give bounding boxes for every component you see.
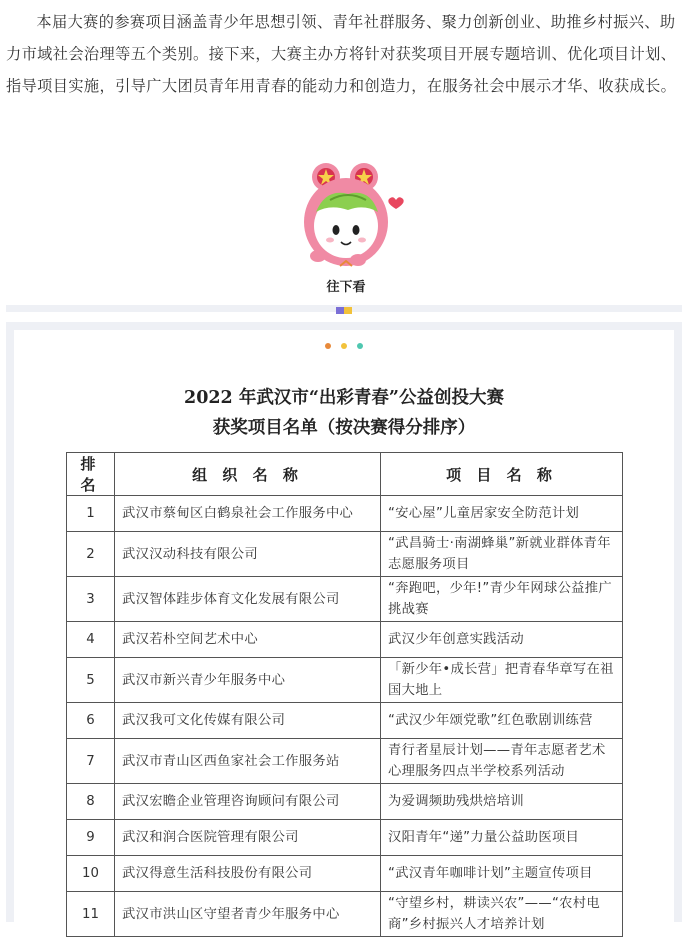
row-org: 武汉若朴空间艺术中心 xyxy=(115,622,381,658)
table-row xyxy=(67,703,623,739)
row-rank: 1 xyxy=(67,496,115,532)
row-project: “奔跑吧，少年!”青少年网球公益推广挑战赛 xyxy=(381,577,623,622)
row-project: “安心屋”儿童居家安全防范计划 xyxy=(381,496,623,532)
row-rank: 4 xyxy=(67,622,115,658)
table-row xyxy=(67,856,623,892)
header-rank: 排名 xyxy=(67,453,115,496)
row-project: “武昌骑士·南湖蜂巢”新就业群体青年志愿服务项目 xyxy=(381,532,623,577)
intro-paragraph: 本届大赛的参赛项目涵盖青少年思想引领、青年社群服务、聚力创新创业、助推乡村振兴、助力市域社会治理等五个类别。接下来，大赛主办方将针对获奖项目开展专题培训、优化项目计划、指导项目实施，引导广大团员青年用青春的能动力和创造力，在服务社会中展示才华、收获成长。 xyxy=(6,13,677,95)
header-org: 组 织 名 称 xyxy=(115,453,381,496)
table-row xyxy=(67,496,623,532)
row-project: “守望乡村，耕读兴农”——“农村电商”乡村振兴人才培养计划 xyxy=(381,892,623,937)
row-project: 「新少年•成长营」把青春华章写在祖国大地上 xyxy=(381,658,623,703)
row-rank: 8 xyxy=(67,784,115,820)
row-rank: 3 xyxy=(67,577,115,622)
row-project: 汉阳青年“递”力量公益助医项目 xyxy=(381,820,623,856)
row-rank: 10 xyxy=(67,856,115,892)
table-row xyxy=(67,622,623,658)
row-org: 武汉得意生活科技股份有限公司 xyxy=(115,856,381,892)
scroll-down-caption: 往下看 xyxy=(326,280,366,295)
table-row xyxy=(67,739,623,784)
orange-dot-icon xyxy=(325,343,331,349)
row-org: 武汉智体跬步体育文化发展有限公司 xyxy=(115,577,381,622)
divider-mark xyxy=(336,307,352,314)
yellow-dot-icon xyxy=(341,343,347,349)
row-org: 武汉市洪山区守望者青少年服务中心 xyxy=(115,892,381,937)
row-project: 青行者星辰计划——青年志愿者艺术心理服务四点半学校系列活动 xyxy=(381,739,623,784)
table-row xyxy=(67,577,623,622)
row-org: 武汉宏瞻企业管理咨询顾问有限公司 xyxy=(115,784,381,820)
table-row xyxy=(67,658,623,703)
row-rank: 9 xyxy=(67,820,115,856)
row-rank: 11 xyxy=(67,892,115,937)
row-org: 武汉市蔡甸区白鹤泉社会工作服务中心 xyxy=(115,496,381,532)
row-rank: 6 xyxy=(67,703,115,739)
row-rank: 2 xyxy=(67,532,115,577)
row-org: 武汉汉动科技有限公司 xyxy=(115,532,381,577)
award-table xyxy=(66,452,623,937)
row-project: “武汉少年颂党歌”红色歌剧训练营 xyxy=(381,703,623,739)
row-project: 武汉少年创意实践活动 xyxy=(381,622,623,658)
table-row xyxy=(67,820,623,856)
award-table-subtitle: 获奖项目名单（按决赛得分排序） xyxy=(212,418,476,438)
row-org: 武汉市新兴青少年服务中心 xyxy=(115,658,381,703)
teal-dot-icon xyxy=(357,343,363,349)
table-row xyxy=(67,532,623,577)
mascot-icon xyxy=(296,160,408,280)
row-org: 武汉我可文化传媒有限公司 xyxy=(115,703,381,739)
table-row xyxy=(67,784,623,820)
row-project: 为爱调频助残烘焙培训 xyxy=(381,784,623,820)
row-project: “武汉青年咖啡计划”主题宣传项目 xyxy=(381,856,623,892)
award-table-title: 2022 年武汉市“出彩青春”公益创投大赛 xyxy=(184,388,504,408)
table-row xyxy=(67,892,623,937)
row-org: 武汉市青山区西鱼家社会工作服务站 xyxy=(115,739,381,784)
row-org: 武汉和润合医院管理有限公司 xyxy=(115,820,381,856)
table-header-row xyxy=(67,453,623,496)
row-rank: 5 xyxy=(67,658,115,703)
row-rank: 7 xyxy=(67,739,115,784)
header-project: 项 目 名 称 xyxy=(381,453,623,496)
